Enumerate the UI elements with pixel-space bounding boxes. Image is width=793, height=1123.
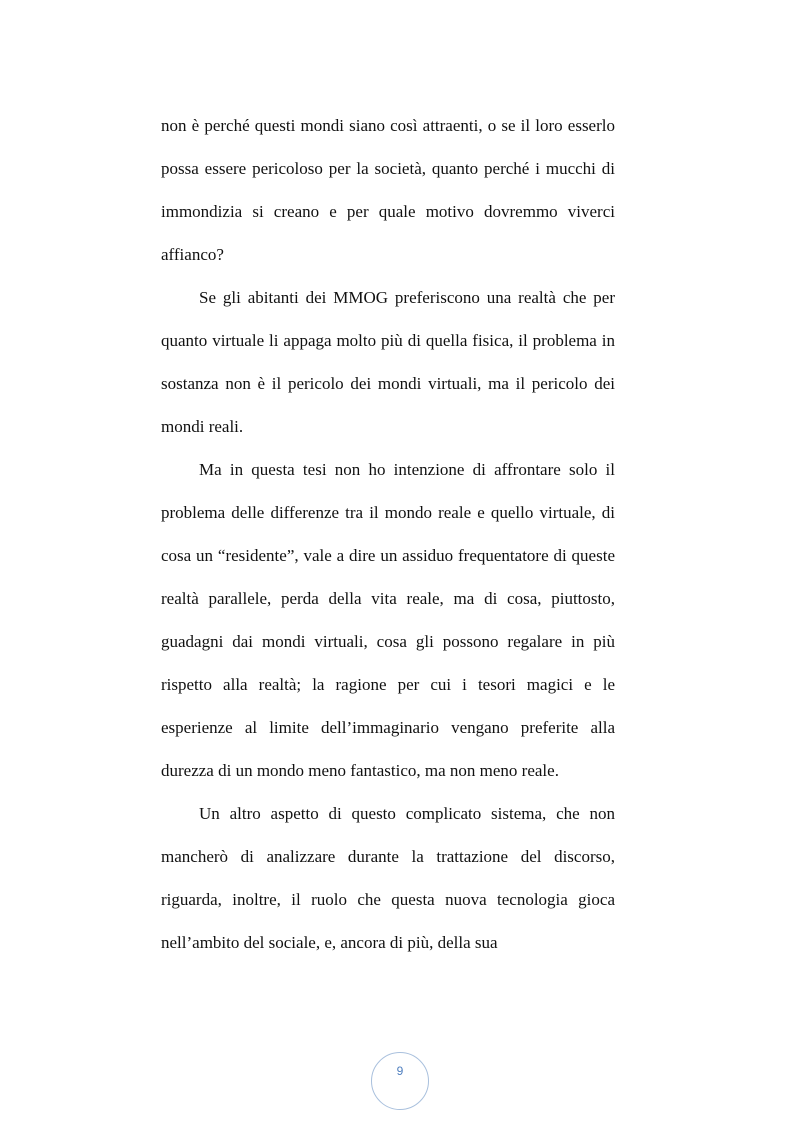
paragraph-mmog: Se gli abitanti dei MMOG preferiscono una realtà che per quanto virtuale li appaga molto più di quella fisica, il problema in sostanza non è il pericolo dei mondi virtuali, ma il pericolo dei mondi reali.	[161, 288, 615, 436]
paragraph-thesis-intent: Ma in questa tesi non ho intenzione di affrontare solo il problema delle differenze tra il mondo reale e quello virtuale, di cosa un “residente”, vale a dire un assiduo frequentatore di queste realtà parallele, perda della vita reale, ma di cosa, piuttosto, guadagni dai mondi virtuali, cosa gli possono regalare in più rispetto alla realtà; la ragione per cui i tesori magici e le esperienze al limite dell’immaginario vengano preferite alla durezza di un mondo meno fantastico, ma non meno reale.	[161, 460, 615, 780]
document-body	[161, 104, 615, 964]
paragraph-continuation: non è perché questi mondi siano così attraenti, o se il loro esserlo possa essere pericoloso per la società, quanto perché i mucchi di immondizia si creano e per quale motivo dovremmo viverci affianco?	[161, 116, 615, 264]
page-number: 9	[396, 1064, 404, 1078]
page-number-badge	[371, 1052, 429, 1110]
paragraph-social-aspect: Un altro aspetto di questo complicato sistema, che non mancherò di analizzare durante la trattazione del discorso, riguarda, inoltre, il ruolo che questa nuova tecnologia gioca nell’ambito del sociale, e, ancora di più, della sua	[161, 804, 615, 952]
